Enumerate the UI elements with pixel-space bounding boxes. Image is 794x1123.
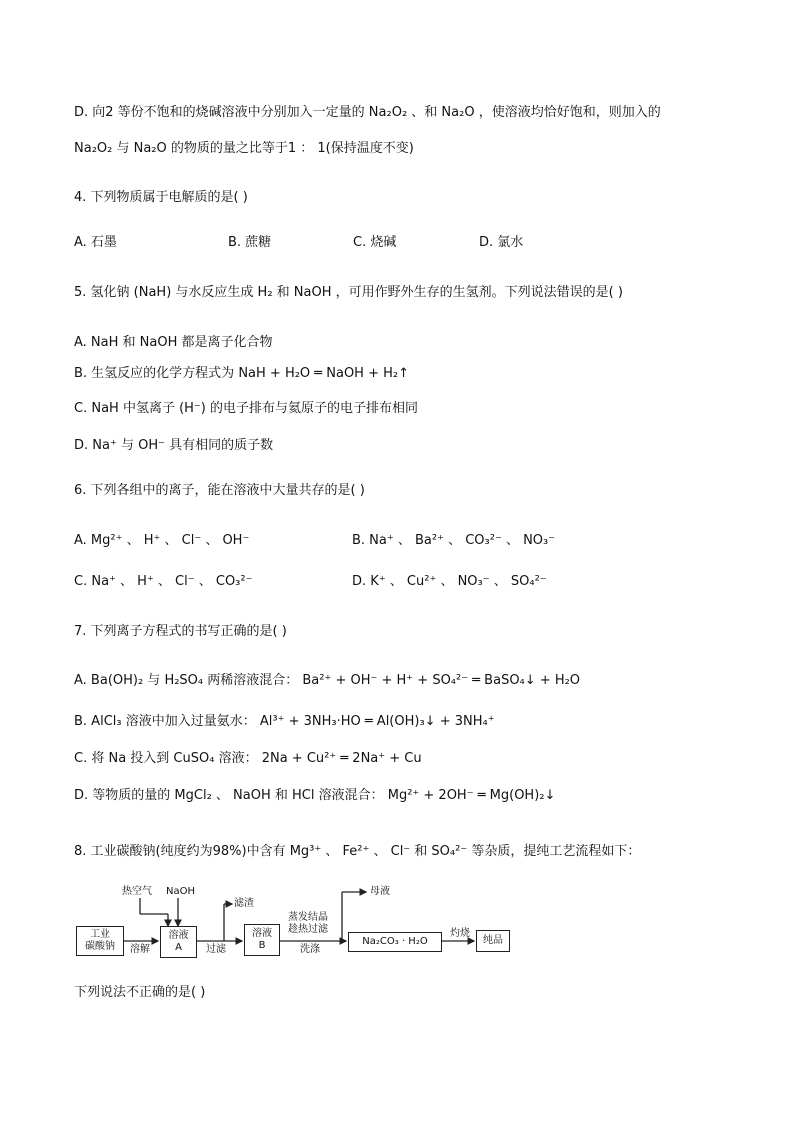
q5-option-d: D. Na⁺ 与 OH⁻ 具有相同的质子数: [74, 438, 274, 453]
q8-stem: 8. 工业碳酸钠(纯度约为98%)中含有 Mg³⁺ 、 Fe²⁺ 、 Cl⁻ 和 SO₄²⁻ 等杂质，提纯工艺流程如下：: [74, 844, 641, 859]
flow-step-hot-filter: 趁热过滤: [288, 924, 328, 935]
q4-option-c: C. 烧碱: [353, 235, 397, 250]
flow-step-dissolve: 溶解: [130, 944, 150, 955]
q3-option-d-line2: Na₂O₂ 与 Na₂O 的物质的量之比等于1 ： 1(保持温度不变): [74, 141, 414, 156]
flow-input-hot-air: 热空气: [122, 886, 152, 897]
flow-step-filter: 过滤: [206, 944, 226, 955]
q3-option-d-line1: D. 向2 等份不饱和的烧碱溶液中分别加入一定量的 Na₂O₂ 、和 Na₂O ，使溶液均恰好饱和，则加入的: [74, 105, 661, 120]
q5-option-c: C. NaH 中氢离子 (H⁻) 的电子排布与氦原子的电子排布相同: [74, 401, 418, 416]
q4-option-a: A. 石墨: [74, 235, 117, 250]
flow-input-naoh: NaOH: [166, 886, 195, 897]
flow-box-solution-a: 溶液 A: [160, 926, 197, 958]
q6-stem: 6. 下列各组中的离子，能在溶液中大量共存的是( ): [74, 483, 365, 498]
q6-option-a: A. Mg²⁺ 、 H⁺ 、 Cl⁻ 、 OH⁻: [74, 533, 250, 548]
q8-question: 下列说法不正确的是( ): [74, 985, 206, 1000]
flow-step-wash: 洗涤: [300, 944, 320, 955]
q4-option-b: B. 蔗糖: [228, 235, 272, 250]
q7-stem: 7. 下列离子方程式的书写正确的是( ): [74, 624, 287, 639]
q6-option-b: B. Na⁺ 、 Ba²⁺ 、 CO₃²⁻ 、 NO₃⁻: [352, 533, 556, 548]
q5-option-a: A. NaH 和 NaOH 都是离子化合物: [74, 335, 273, 350]
q7-option-c: C. 将 Na 投入到 CuSO₄ 溶液： 2Na + Cu²⁺ ═ 2Na⁺ + Cu: [74, 751, 422, 766]
q4-stem: 4. 下列物质属于电解质的是( ): [74, 190, 248, 205]
flow-step-evaporate: 蒸发结晶: [288, 912, 328, 923]
flow-step-calcine: 灼烧: [450, 928, 470, 939]
flow-output-residue: 滤渣: [234, 898, 254, 909]
q4-option-d: D. 氯水: [479, 235, 524, 250]
flow-box-industrial-soda: 工业 碳酸钠: [76, 926, 124, 956]
flow-box-sodium-carbonate-hydrate: Na₂CO₃ · H₂O: [348, 932, 442, 952]
q7-option-d: D. 等物质的量的 MgCl₂ 、 NaOH 和 HCl 溶液混合： Mg²⁺ + 2OH⁻ ═ Mg(OH)₂↓: [74, 788, 556, 803]
flow-box-pure-product: 纯品: [476, 930, 510, 952]
flow-box-solution-b: 溶液 B: [244, 924, 280, 956]
q5-stem: 5. 氢化钠 (NaH) 与水反应生成 H₂ 和 NaOH ，可用作野外生存的生氢剂。下列说法错误的是( ): [74, 285, 623, 300]
q6-option-c: C. Na⁺ 、 H⁺ 、 Cl⁻ 、 CO₃²⁻: [74, 574, 253, 589]
q6-option-d: D. K⁺ 、 Cu²⁺ 、 NO₃⁻ 、 SO₄²⁻: [352, 574, 547, 589]
flow-output-mother-liquor: 母液: [370, 886, 390, 897]
process-flow-diagram: [74, 884, 514, 964]
q7-option-b: B. AlCl₃ 溶液中加入过量氨水： Al³⁺ + 3NH₃·HO ═ Al(OH)₃↓ + 3NH₄⁺: [74, 714, 495, 729]
q5-option-b: B. 生氢反应的化学方程式为 NaH + H₂O ═ NaOH + H₂↑: [74, 366, 409, 381]
q7-option-a: A. Ba(OH)₂ 与 H₂SO₄ 两稀溶液混合： Ba²⁺ + OH⁻ + H⁺ + SO₄²⁻ ═ BaSO₄↓ + H₂O: [74, 673, 581, 688]
